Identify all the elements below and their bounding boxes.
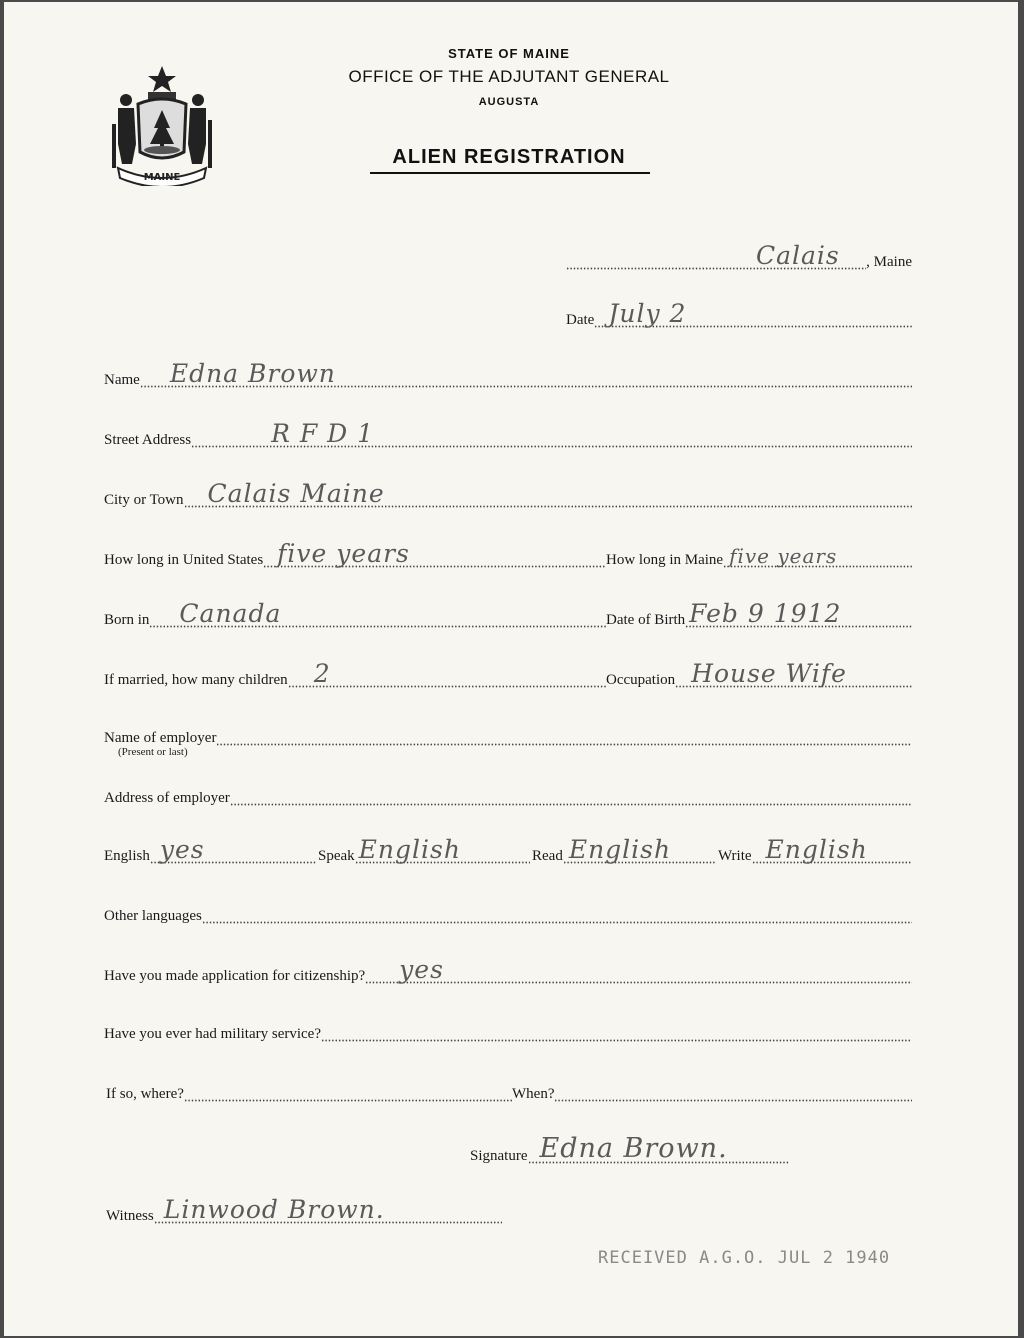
read-value: English (568, 835, 672, 864)
witness-field[interactable] (106, 1194, 502, 1224)
date-of-birth-value: Feb 9 1912 (689, 599, 842, 628)
employer-label: Name of employer (104, 730, 217, 746)
signature-label: Signature (470, 1148, 528, 1164)
write-value: English (765, 835, 868, 864)
name-value: Edna Brown (169, 359, 336, 388)
signature-field[interactable] (470, 1134, 790, 1164)
date-label: Date (566, 312, 595, 328)
witness-label: Witness (106, 1208, 154, 1224)
birthplace-field[interactable] (104, 598, 606, 628)
military-service-field[interactable] (104, 1012, 912, 1042)
occupation-value: House Wife (691, 659, 847, 688)
read-label: Read (532, 848, 563, 864)
city-label: City or Town (104, 492, 184, 508)
years-in-maine-field[interactable] (606, 538, 912, 568)
years-in-maine-label: How long in Maine (606, 552, 724, 568)
speak-field[interactable] (318, 834, 530, 864)
years-in-us-field[interactable] (104, 538, 606, 568)
english-value: yes (159, 835, 205, 864)
employer-address-label: Address of employer (104, 790, 230, 806)
english-label: English (104, 848, 150, 864)
date-of-birth-field[interactable] (606, 598, 912, 628)
street-address-label: Street Address (104, 432, 192, 448)
years-in-us-label: How long in United States (104, 552, 264, 568)
street-address-field[interactable] (104, 418, 912, 448)
witness-value: Linwood Brown. (163, 1195, 385, 1224)
title-underline (370, 172, 650, 174)
speak-label: Speak (318, 848, 355, 864)
speak-value: English (358, 835, 461, 864)
citizenship-field[interactable] (104, 954, 912, 984)
years-in-us-value: five years (277, 539, 410, 568)
birthplace-value: Canada (179, 599, 282, 628)
received-stamp: RECEIVED A.G.O. JUL 2 1940 (598, 1248, 891, 1268)
write-field[interactable] (718, 834, 912, 864)
place-suffix: , Maine (866, 254, 912, 270)
read-field[interactable] (532, 834, 716, 864)
header-city: AUGUSTA (478, 96, 540, 108)
citizenship-value: yes (399, 955, 444, 984)
write-label: Write (718, 848, 752, 864)
seal-ribbon-text: MAINE (143, 172, 181, 183)
place-field[interactable] (566, 240, 912, 270)
military-where-field[interactable] (106, 1072, 512, 1102)
date-of-birth-label: Date of Birth (606, 612, 686, 628)
military-service-label: Have you ever had military service? (104, 1026, 321, 1042)
occupation-field[interactable] (606, 658, 912, 688)
military-when-label: When? (512, 1086, 555, 1102)
date-value: July 2 (608, 299, 687, 328)
header-office: OFFICE OF THE ADJUTANT GENERAL (348, 67, 670, 86)
children-field[interactable] (104, 658, 606, 688)
city-value: Calais Maine (207, 479, 385, 508)
place-value: Calais (756, 241, 840, 270)
children-value: 2 (313, 659, 331, 688)
birthplace-label: Born in (104, 612, 150, 628)
citizenship-label: Have you made application for citizenship? (104, 968, 366, 984)
other-languages-label: Other languages (104, 908, 202, 924)
signature-value: Edna Brown. (539, 1133, 728, 1164)
employer-field[interactable] (104, 716, 912, 758)
form-title: ALIEN REGISTRATION (392, 146, 626, 168)
other-languages-field[interactable] (104, 894, 912, 924)
children-label: If married, how many children (104, 672, 288, 688)
name-label: Name (104, 372, 140, 388)
military-where-label: If so, where? (106, 1086, 184, 1102)
street-address-value: R F D 1 (271, 419, 375, 448)
state-seal-icon (108, 64, 216, 186)
employer-sublabel: (Present or last) (118, 746, 188, 758)
occupation-label: Occupation (606, 672, 676, 688)
employer-address-field[interactable] (104, 776, 912, 806)
date-field[interactable] (566, 298, 912, 328)
military-when-field[interactable] (512, 1072, 912, 1102)
registration-form (4, 2, 1018, 1336)
years-in-maine-value: five years (729, 544, 838, 568)
header-state: STATE OF MAINE (448, 46, 570, 61)
name-field[interactable] (104, 358, 912, 388)
english-field[interactable] (104, 834, 316, 864)
city-field[interactable] (104, 478, 912, 508)
